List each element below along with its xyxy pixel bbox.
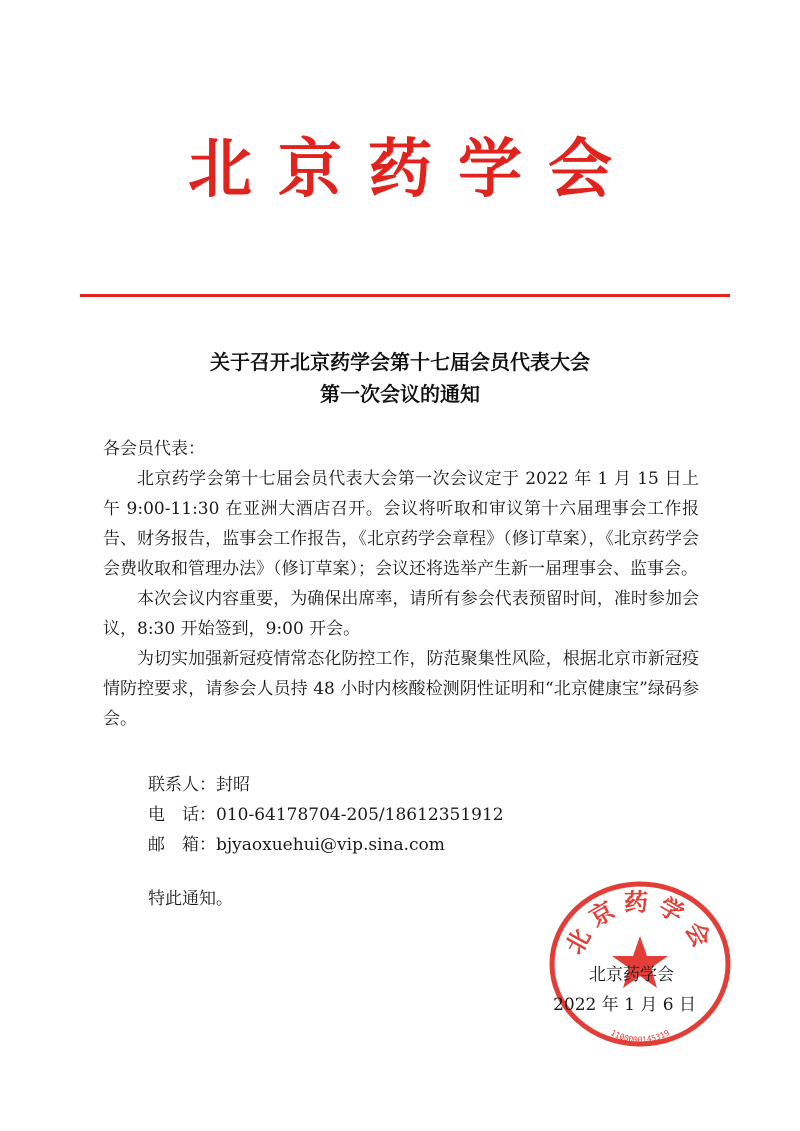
notice-title-line-1: 关于召开北京药学会第十七届会员代表大会 <box>210 350 590 374</box>
seal-serial-number: 1100000145319 <box>609 1028 671 1045</box>
issue-date: 2022 年 1 月 6 日 <box>553 995 696 1015</box>
paragraph-attendance: 本次会议内容重要，为确保出席率，请所有参会代表预留时间，准时参加会议，8:30 开始签到，9:00 开会。 <box>103 589 699 639</box>
notice-title <box>0 346 800 410</box>
header-divider <box>80 294 730 297</box>
closing-remark: 特此通知。 <box>148 889 233 909</box>
signer-organization: 北京药学会 <box>589 965 674 985</box>
contact-person: 联系人：封昭 <box>148 775 250 795</box>
org-letterhead: 北京药学会 <box>188 133 638 207</box>
seal-arc-text: 北京药学会 <box>559 887 721 959</box>
contact-phone: 电 话：010-64178704-205/18612351912 <box>148 805 504 825</box>
salutation: 各会员代表： <box>103 439 205 459</box>
notice-title-line-2: 第一次会议的通知 <box>320 382 480 406</box>
contact-block <box>148 770 668 860</box>
paragraph-covid-requirements: 为切实加强新冠疫情常态化防控工作，防范聚集性风险，根据北京市新冠疫情防控要求，请参会人员持 48 小时内核酸检测阴性证明和“北京健康宝”绿码参会。 <box>103 649 699 729</box>
contact-email: 邮 箱：bjyaoxuehui@vip.sina.com <box>148 835 445 855</box>
signature-block <box>553 960 696 1020</box>
paragraph-meeting-details: 北京药学会第十七届会员代表大会第一次会议定于 2022 年 1 月 15 日上午 9:00-11:30 在亚洲大酒店召开。会议将听取和审议第十六届理事会工作报告、财务报告，监事会工作报告，《北京药学会章程》（修订草案），《北京药学会会费收取和管理办法》（修订草案）；会议还将选举产生新一届理事会、监事会。 <box>103 469 699 579</box>
notice-body <box>103 434 699 734</box>
